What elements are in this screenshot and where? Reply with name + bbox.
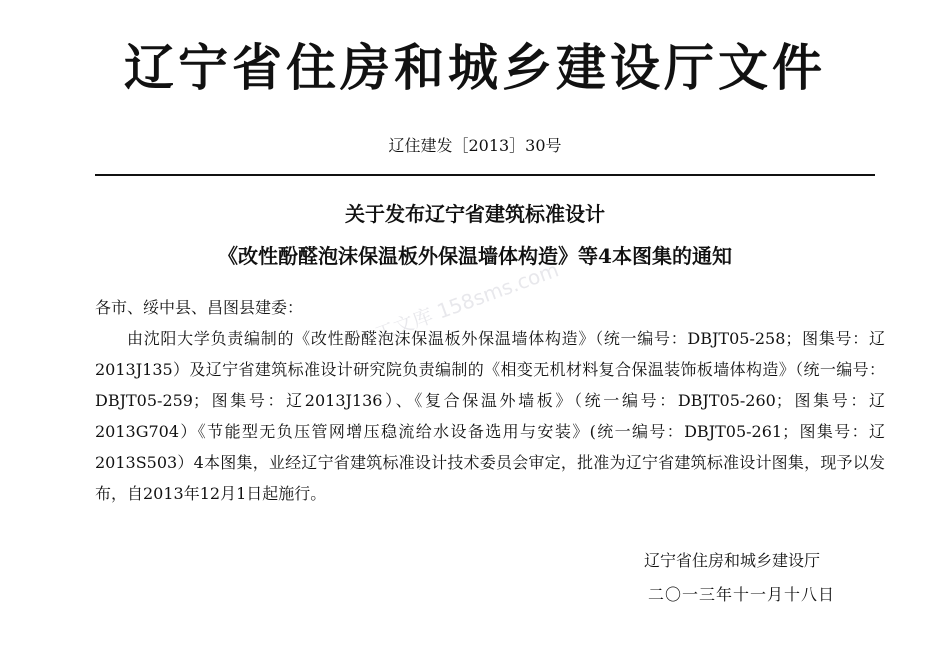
- signature-date: 二〇一三年十一月十八日: [648, 585, 836, 604]
- document-number: 辽住建发［2013］30号: [388, 136, 562, 155]
- salutation: 各市、绥中县、昌图县建委：: [95, 298, 304, 317]
- watermark: 工文库 158sms.com: [371, 257, 562, 347]
- notice-title-line-2: 《改性酚醛泡沫保温板外保温墙体构造》等4本图集的通知: [218, 244, 732, 268]
- notice-title-line-1: 关于发布辽宁省建筑标准设计: [345, 202, 605, 226]
- agency-title: 辽宁省住房和城乡建设厅文件: [124, 39, 826, 97]
- header-divider: [95, 174, 875, 176]
- signature-organization: 辽宁省住房和城乡建设厅: [644, 551, 821, 570]
- body-paragraph: 由沈阳大学负责编制的《改性酚醛泡沫保温板外保温墙体构造》（统一编号：DBJT05-258；图集号：辽2013J135）及辽宁省建筑标准设计研究院负责编制的《相变无机材料复合保温装饰板墙体构造》（统一编号：DBJT05-259；图集号：辽2013J136）、《复合保温外墙板》（统一编号：DBJT05-260；图集号：辽2013G704）《节能型无负压管网增压稳流给水设备选用与安装》(统一编号：DBJT05-261；图集号：辽2013S503）4本图集，业经辽宁省建筑标准设计技术委员会审定，批准为辽宁省建筑标准设计图集，现予以发布，自2013年12月1日起施行。: [95, 329, 885, 503]
